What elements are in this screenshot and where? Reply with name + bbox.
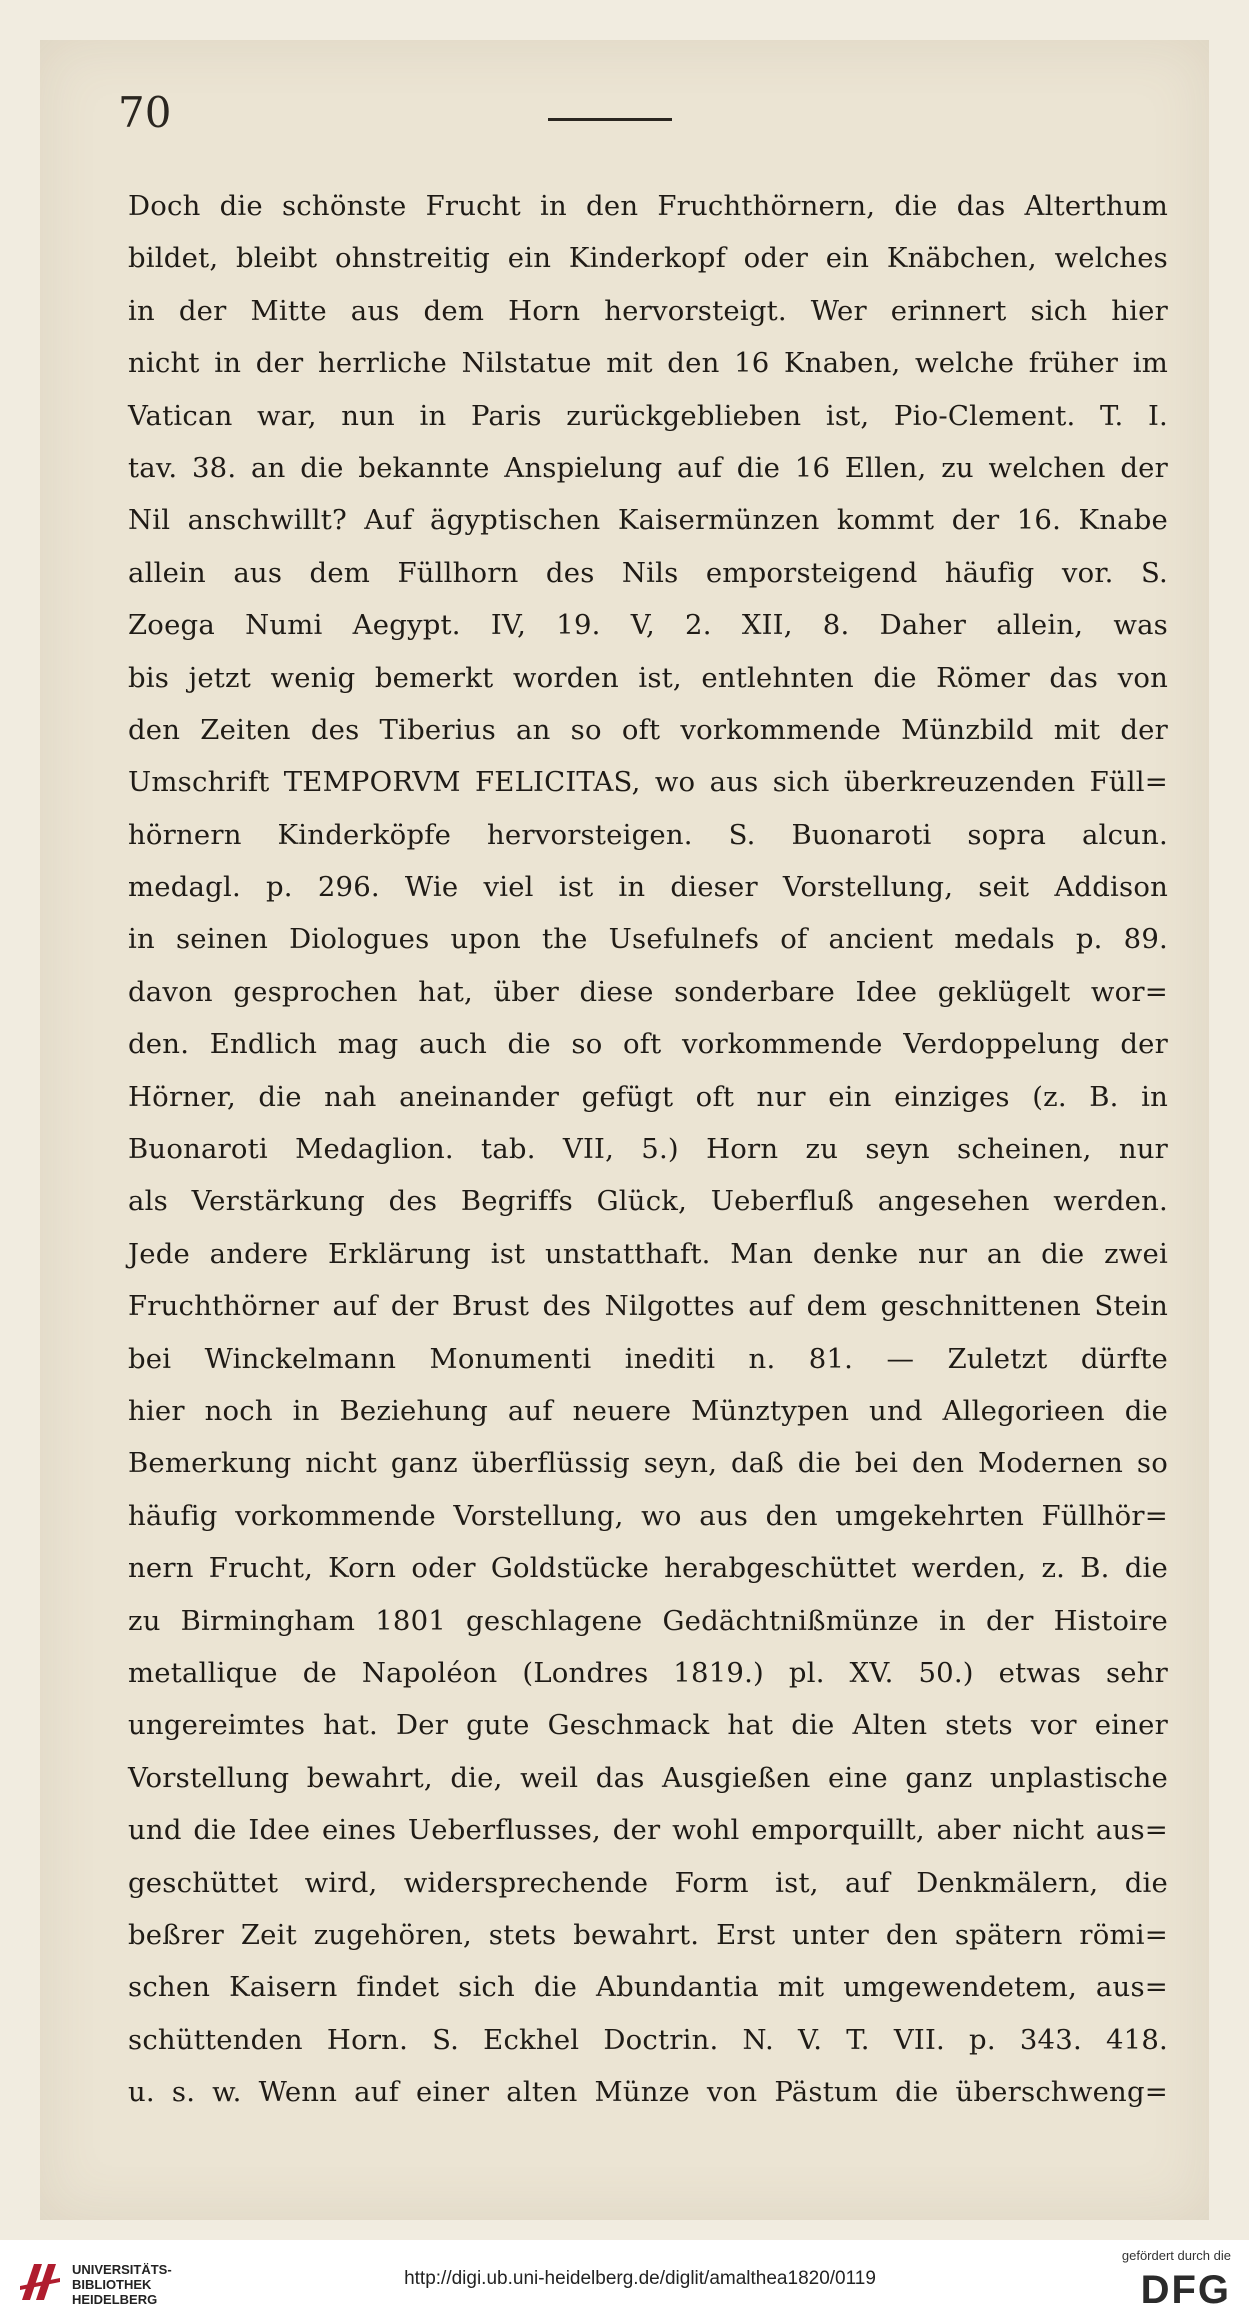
text-line: u. s. w. Wenn auf einer alten Münze von Pästum die überschweng= [128, 2076, 1168, 2109]
text-line: geschüttet wird, widersprechende Form ist, auf Denkmälern, die [128, 1866, 1168, 1899]
text-line: in der Mitte aus dem Horn hervorsteigt. Wer erinnert sich hier [128, 294, 1168, 327]
text-line: ungereimtes hat. Der gute Geschmack hat die Alten stets vor einer [128, 1709, 1168, 1742]
text-line: Zoega Numi Aegypt. IV, 19. V, 2. XII, 8. Daher allein, was [128, 609, 1168, 642]
page-number: 70 [118, 88, 172, 137]
text-line: zu Birmingham 1801 geschlagene Gedächtnißmünze in der Histoire [128, 1604, 1168, 1637]
text-line: Buonaroti Medaglion. tab. VII, 5.) Horn zu seyn scheinen, nur [128, 1133, 1168, 1166]
institution-line: HEIDELBERG [72, 2292, 158, 2307]
text-line: nicht in der herrliche Nilstatue mit den 16 Knaben, welche früher im [128, 347, 1168, 380]
text-line: Bemerkung nicht ganz überflüssig seyn, daß die bei den Modernen so [128, 1447, 1168, 1480]
text-line: als Verstärkung des Begriffs Glück, Ueberfluß angesehen werden. [128, 1185, 1168, 1218]
text-line: nern Frucht, Korn oder Goldstücke herabgeschüttet werden, z. B. die [128, 1552, 1168, 1585]
text-line: Fruchthörner auf der Brust des Nilgottes auf dem geschnittenen Stein [128, 1290, 1168, 1323]
text-line: metallique de Napoléon (Londres 1819.) pl. XV. 50.) etwas sehr [128, 1656, 1168, 1689]
text-line: medagl. p. 296. Wie viel ist in dieser Vorstellung, seit Addison [128, 871, 1168, 904]
text-line: davon gesprochen hat, über diese sonderbare Idee geklügelt wor= [128, 975, 1168, 1008]
text-line: hörnern Kinderköpfe hervorsteigen. S. Buonaroti sopra alcun. [128, 818, 1168, 851]
text-line: schen Kaisern findet sich die Abundantia mit umgewendetem, aus= [128, 1971, 1168, 2004]
text-line: den. Endlich mag auch die so oft vorkommende Verdoppelung der [128, 1028, 1168, 1061]
text-line: allein aus dem Füllhorn des Nils emporsteigend häufig vor. S. [128, 556, 1168, 589]
text-line: hier noch in Beziehung auf neuere Münztypen und Allegorieen die [128, 1394, 1168, 1427]
text-line: den Zeiten des Tiberius an so oft vorkommende Münzbild mit der [128, 713, 1168, 746]
text-line: Umschrift TEMPORVM FELICITAS, wo aus sich überkreuzenden Füll= [128, 766, 1168, 799]
text-line: und die Idee eines Ueberflusses, der wohl emporquillt, aber nicht aus= [128, 1814, 1168, 1847]
text-line: bildet, bleibt ohnstreitig ein Kinderkopf oder ein Knäbchen, welches [128, 242, 1168, 275]
text-line: bis jetzt wenig bemerkt worden ist, entlehnten die Römer das von [128, 661, 1168, 694]
text-line: Nil anschwillt? Auf ägyptischen Kaisermünzen kommt der 16. Knabe [128, 504, 1168, 537]
text-line: bei Winckelmann Monumenti inediti n. 81. — Zuletzt dürfte [128, 1342, 1168, 1375]
institution-line: UNIVERSITÄTS- [72, 2262, 172, 2277]
header-rule [548, 118, 672, 121]
text-line: in seinen Diologues upon the Usefulnefs of ancient medals p. 89. [128, 923, 1168, 956]
text-line: beßrer Zeit zugehören, stets bewahrt. Erst unter den spätern römi= [128, 1918, 1168, 1951]
text-line: häufig vorkommende Vorstellung, wo aus den umgekehrten Füllhör= [128, 1499, 1168, 1532]
funding-text: gefördert durch die [1121, 2248, 1231, 2263]
institution-line: BIBLIOTHEK [72, 2277, 152, 2292]
university-seal-icon [14, 2256, 66, 2308]
text-line: tav. 38. an die bekannte Anspielung auf die 16 Ellen, zu welchen der [128, 451, 1168, 484]
source-url-link[interactable]: http://digi.ub.uni-heidelberg.de/diglit/amalthea1820/0119 [404, 2268, 876, 2289]
body-text [128, 180, 1168, 2118]
text-line: Doch die schönste Frucht in den Fruchthörnern, die das Alterthum [128, 190, 1168, 222]
text-line: schüttenden Horn. S. Eckhel Doctrin. N. V. T. VII. p. 343. 418. [128, 2023, 1168, 2056]
text-line: Hörner, die nah aneinander gefügt oft nur ein einziges (z. B. in [128, 1080, 1168, 1113]
text-line: Vatican war, nun in Paris zurückgeblieben ist, Pio-Clement. T. I. [128, 399, 1168, 432]
institution-name [72, 2262, 172, 2307]
text-line: Jede andere Erklärung ist unstatthaft. Man denke nur an die zwei [128, 1237, 1168, 1270]
text-line: Vorstellung bewahrt, die, weil das Ausgießen eine ganz unplastische [128, 1761, 1168, 1794]
dfg-logo: DFG [1140, 2268, 1231, 2312]
